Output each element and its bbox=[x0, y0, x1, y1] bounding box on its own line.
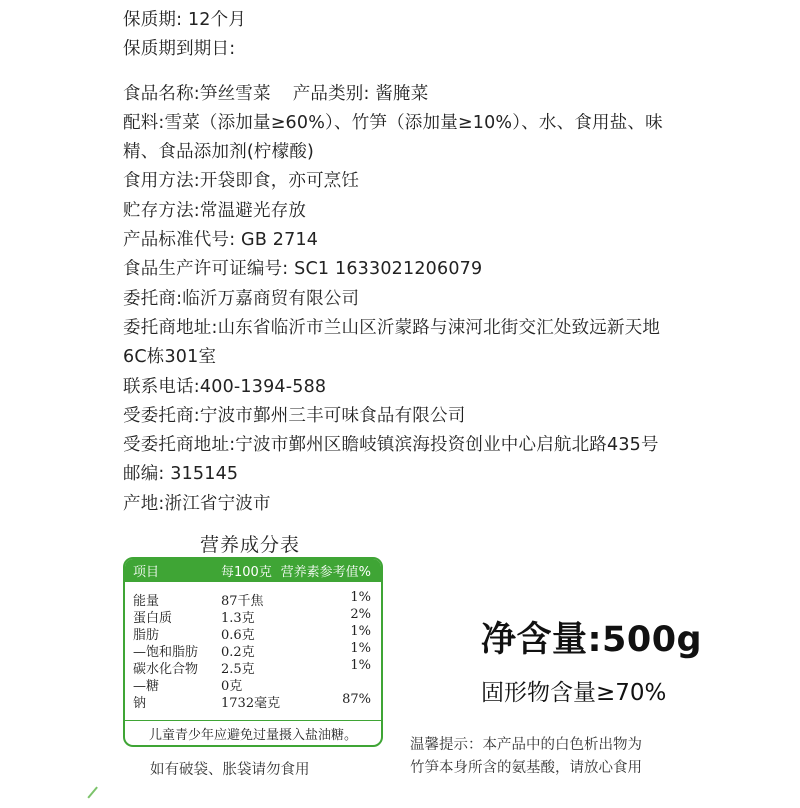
table-row bbox=[125, 641, 381, 658]
usage: 食用方法:开袋即食，亦可烹饪 bbox=[123, 171, 360, 192]
nutrition-title: 营养成分表 bbox=[200, 534, 301, 556]
row-nrv: 1% bbox=[350, 641, 371, 656]
production-license: 食品生产许可证编号: SC1 1633021206079 bbox=[123, 259, 483, 280]
row-amount: 1732毫克 bbox=[221, 696, 281, 711]
client-address-1: 委托商地址:山东省临沂市兰山区沂蒙路与涑河北街交汇处致远新天地 bbox=[123, 317, 661, 338]
name-category-line bbox=[123, 80, 793, 109]
nutrition-footnote: 儿童青少年应避免过量摄入盐油糖。 bbox=[125, 720, 381, 745]
row-nrv: 87% bbox=[342, 692, 371, 707]
standard-code: 产品标准代号: GB 2714 bbox=[123, 230, 319, 251]
row-amount: 0克 bbox=[221, 679, 243, 694]
manufacturer: 受委托商:宁波市鄞州三丰可味食品有限公司 bbox=[123, 405, 466, 426]
expiry-date: 保质期到期日: bbox=[123, 39, 236, 60]
row-name: 碳水化合物 bbox=[133, 662, 199, 677]
nutrition-header bbox=[125, 559, 381, 582]
leaf-decoration-icon bbox=[87, 786, 108, 807]
warm-tip bbox=[410, 734, 700, 780]
row-amount: 87千焦 bbox=[221, 594, 264, 609]
row-amount: 2.5克 bbox=[221, 662, 255, 677]
storage: 贮存方法:常温避光存放 bbox=[123, 200, 307, 221]
table-row bbox=[125, 658, 381, 675]
header-item: 项目 bbox=[133, 565, 160, 580]
ingredients-line-2: 精、食品添加剂(柠檬酸) bbox=[123, 142, 315, 163]
manufacturer-address: 受委托商地址:宁波市鄞州区瞻岐镇滨海投资创业中心启航北路435号 bbox=[123, 435, 659, 456]
postcode: 邮编: 315145 bbox=[123, 464, 239, 485]
table-row bbox=[125, 624, 381, 641]
tip-line-1: 温馨提示：本产品中的白色析出物为 bbox=[410, 737, 642, 753]
solid-content: 固形物含量≥70% bbox=[481, 680, 667, 706]
row-name: —饱和脂肪 bbox=[133, 645, 199, 660]
row-amount: 0.6克 bbox=[221, 628, 255, 643]
phone: 联系电话:400-1394-588 bbox=[123, 376, 327, 397]
shelf-life: 保质期: 12个月 bbox=[123, 10, 247, 30]
bag-warning: 如有破袋、胀袋请勿食用 bbox=[150, 762, 310, 778]
product-info bbox=[123, 6, 793, 519]
client: 委托商:临沂万嘉商贸有限公司 bbox=[123, 288, 360, 309]
product-name: 食品名称:笋丝雪菜 bbox=[123, 83, 271, 104]
client-address-2: 6C栋301室 bbox=[123, 347, 217, 368]
row-amount: 0.2克 bbox=[221, 645, 255, 660]
row-amount: 1.3克 bbox=[221, 611, 255, 626]
table-row bbox=[125, 675, 381, 692]
row-nrv: 2% bbox=[350, 607, 371, 622]
row-nrv: 1% bbox=[350, 590, 371, 605]
table-row bbox=[125, 692, 381, 709]
nutrition-table bbox=[123, 557, 383, 747]
ingredients-line-1: 配料:雪菜（添加量≥60%）、竹笋（添加量≥10%）、水、食用盐、味 bbox=[123, 112, 663, 133]
row-name: —糖 bbox=[133, 679, 160, 694]
product-category: 产品类别: 酱腌菜 bbox=[292, 83, 429, 104]
tip-line-2: 竹笋本身所含的氨基酸，请放心食用 bbox=[410, 760, 642, 776]
header-per-100g: 每100克 bbox=[221, 565, 272, 580]
net-content: 净含量:500g bbox=[481, 620, 703, 660]
origin: 产地:浙江省宁波市 bbox=[123, 493, 271, 514]
row-name: 钠 bbox=[133, 696, 147, 711]
row-nrv: 1% bbox=[350, 624, 371, 639]
row-name: 蛋白质 bbox=[133, 611, 173, 626]
row-name: 能量 bbox=[133, 594, 160, 609]
table-row bbox=[125, 607, 381, 624]
table-row bbox=[125, 590, 381, 607]
row-nrv: 1% bbox=[350, 658, 371, 673]
header-nrv: 营养素参考值% bbox=[280, 565, 371, 580]
row-name: 脂肪 bbox=[133, 628, 160, 643]
